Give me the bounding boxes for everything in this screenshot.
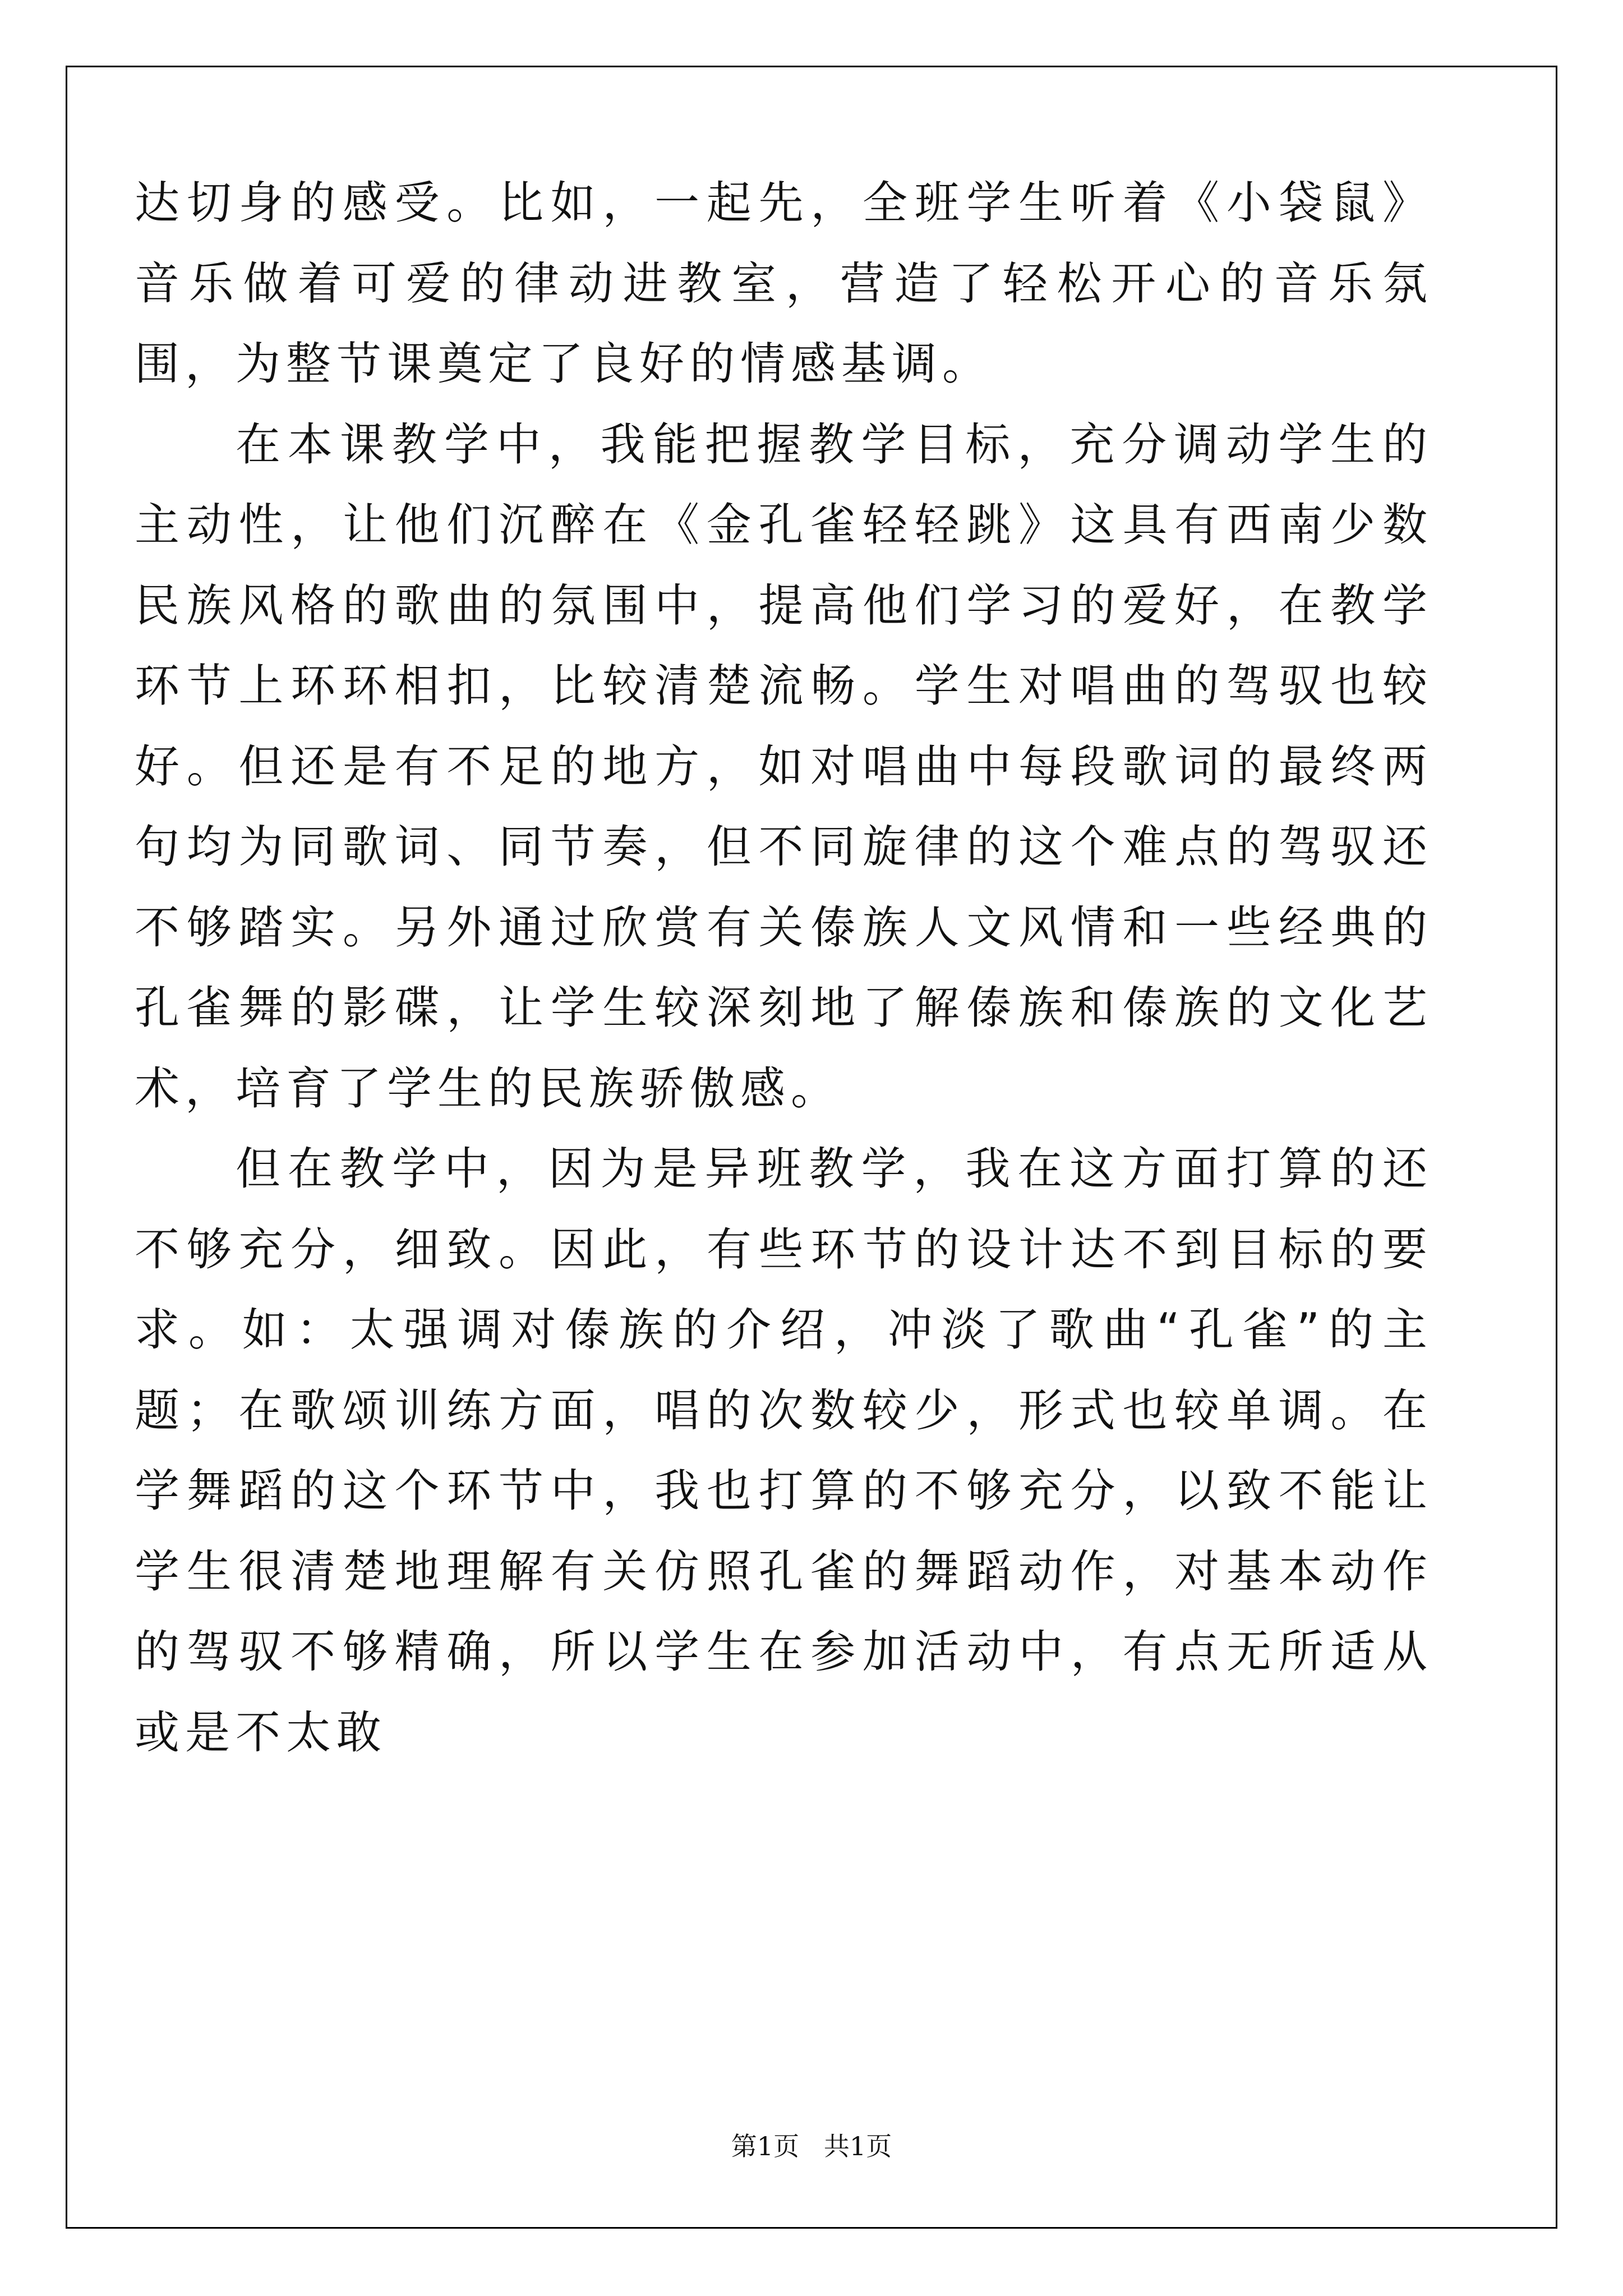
paragraph-1: 达切身的感受。比如，一起先，全班学生听着《小袋鼠》音乐做着可爱的律动进教室，营造了轻松开心的音乐氛围，为整节课奠定了良好的情感基调。 [135,177,1433,390]
paragraph-2: 在本课教学中，我能把握教学目标，充分调动学生的主动性，让他们沉醉在《金孔雀轻轻跳》这具有西南少数民族风格的歌曲的氛围中，提高他们学习的爱好，在教学环节上环环相扣，比较清楚流畅。学生对唱曲的驾驭也较好。但还是有不足的地方，如对唱曲中每段歌词的最终两句均为同歌词、同节奏，但不同旋律的这个难点的驾驭还不够踏实。另外通过欣赏有关傣族人文风情和一些经典的孔雀舞的影碟，让学生较深刻地了解傣族和傣族的文化艺术，培育了学生的民族骄傲感。 [135,418,1433,1115]
page-number-footer: 第1页 共1页 [731,2131,892,2161]
paragraph-3: 但在教学中，因为是异班教学，我在这方面打算的还不够充分，细致。因此，有些环节的设计达不到目标的要求。如：太强调对傣族的介绍，冲淡了歌曲“孔雀”的主题；在歌颂训练方面，唱的次数较少，形式也较单调。在学舞蹈的这个环节中，我也打算的不够充分，以致不能让学生很清楚地理解有关仿照孔雀的舞蹈动作，对基本动作的驾驭不够精确，所以学生在参加活动中，有点无所适从或是不太敢 [135,1143,1433,1759]
document-body [135,163,1433,1773]
